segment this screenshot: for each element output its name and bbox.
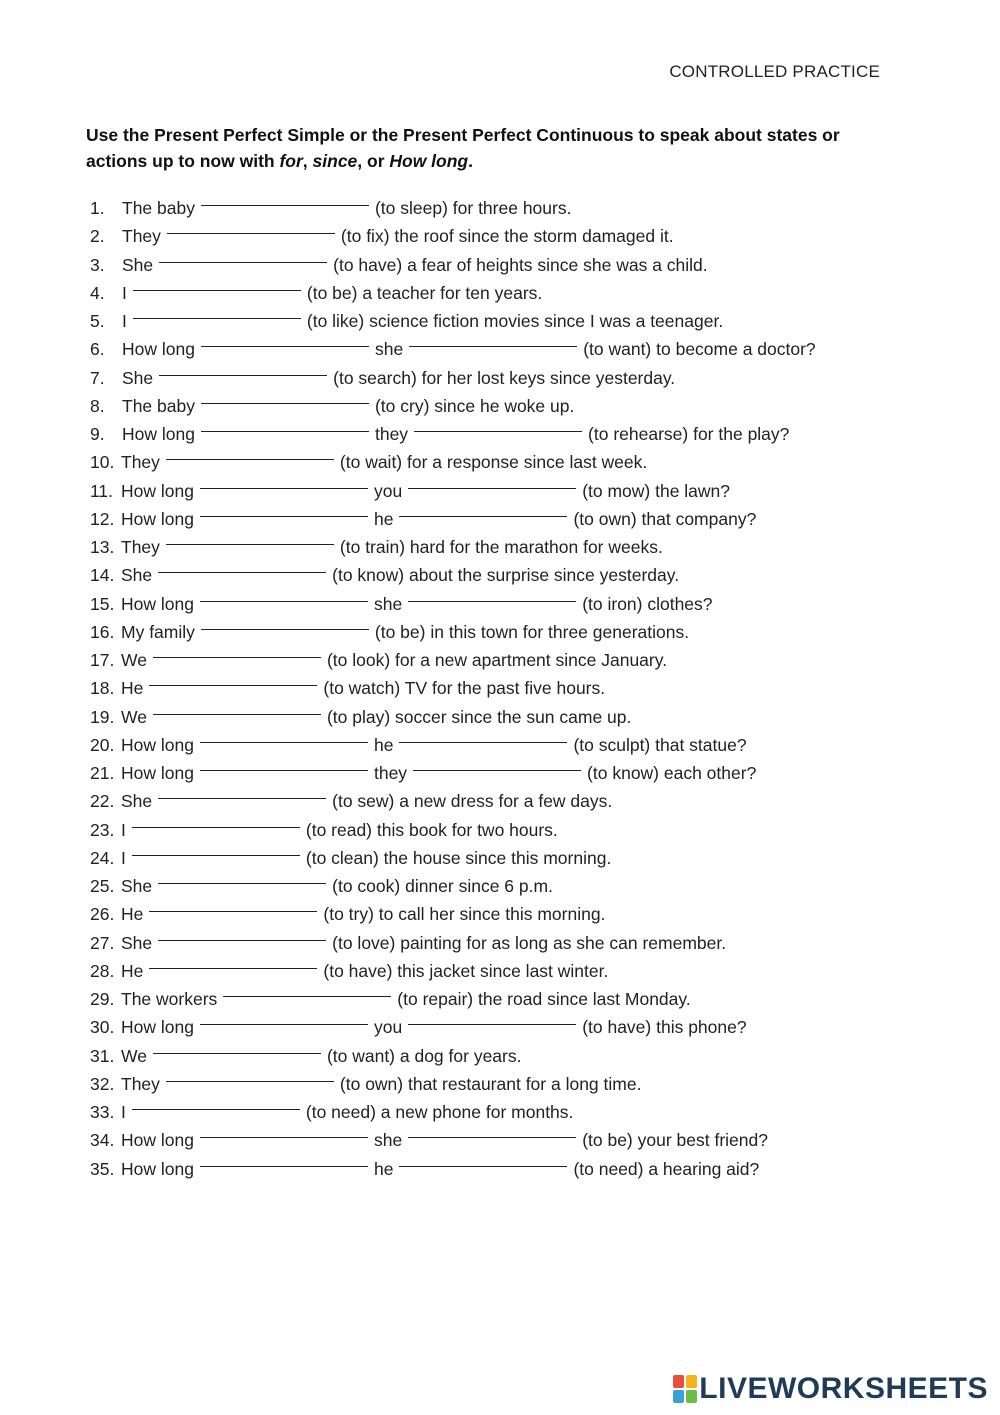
exercise-item bbox=[90, 477, 816, 505]
exercise-item bbox=[90, 194, 816, 222]
item-prompt: (to have) this jacket since last winter. bbox=[323, 960, 609, 981]
item-subject-middle: he bbox=[373, 734, 394, 755]
answer-blank[interactable] bbox=[223, 982, 391, 997]
exercise-item bbox=[90, 872, 816, 900]
exercise-item bbox=[90, 646, 816, 674]
item-number: 27. bbox=[90, 932, 115, 953]
exercise-item bbox=[90, 222, 816, 250]
answer-blank[interactable] bbox=[158, 784, 326, 799]
item-subject: We bbox=[121, 1045, 147, 1066]
answer-blank[interactable] bbox=[200, 756, 368, 771]
exercise-item bbox=[90, 364, 816, 392]
item-subject: She bbox=[122, 254, 154, 275]
item-number: 34. bbox=[90, 1130, 115, 1151]
item-number: 2. bbox=[90, 226, 105, 247]
item-subject: She bbox=[121, 932, 153, 953]
answer-blank[interactable] bbox=[149, 897, 317, 912]
answer-blank[interactable] bbox=[149, 954, 317, 969]
item-prompt: (to know) about the surprise since yesterday. bbox=[332, 565, 680, 586]
item-subject: They bbox=[121, 537, 160, 557]
item-number: 5. bbox=[90, 311, 105, 331]
item-number: 16. bbox=[90, 621, 115, 642]
item-prompt: (to need) a new phone for months. bbox=[305, 1102, 574, 1122]
exercise-item bbox=[90, 307, 816, 335]
item-prompt: (to iron) clothes? bbox=[582, 593, 713, 614]
item-number: 30. bbox=[90, 1017, 115, 1038]
item-prompt: (to sew) a new dress for a few days. bbox=[332, 791, 613, 812]
answer-blank[interactable] bbox=[399, 728, 567, 743]
item-subject: He bbox=[121, 904, 144, 925]
item-prompt: (to try) to call her since this morning. bbox=[323, 904, 606, 925]
item-number: 18. bbox=[90, 678, 115, 699]
item-prompt: (to want) to become a doctor? bbox=[583, 339, 816, 360]
answer-blank[interactable] bbox=[201, 332, 369, 347]
item-number: 20. bbox=[90, 734, 115, 755]
exercise-item bbox=[90, 590, 816, 618]
item-number: 7. bbox=[90, 367, 105, 388]
exercise-item bbox=[90, 816, 816, 844]
item-subject-middle: they bbox=[373, 763, 408, 783]
item-number: 19. bbox=[90, 706, 115, 727]
exercise-item bbox=[90, 1155, 816, 1183]
item-number: 15. bbox=[90, 593, 115, 614]
item-prompt: (to mow) the lawn? bbox=[582, 480, 731, 501]
page-header: CONTROLLED PRACTICE bbox=[669, 62, 880, 81]
answer-blank[interactable] bbox=[200, 1010, 368, 1025]
item-subject: My family bbox=[121, 621, 195, 642]
answer-blank[interactable] bbox=[409, 332, 577, 347]
exercise-item bbox=[90, 787, 816, 815]
item-prompt: (to sleep) for three hours. bbox=[374, 198, 572, 218]
answer-blank[interactable] bbox=[132, 841, 300, 856]
logo-text: LIVEWORKSHEETS bbox=[699, 1372, 988, 1405]
item-subject: How long bbox=[121, 1130, 194, 1151]
answer-blank[interactable] bbox=[159, 248, 327, 263]
item-number: 13. bbox=[90, 537, 115, 557]
exercise-item bbox=[90, 985, 816, 1013]
exercise-item bbox=[90, 448, 816, 476]
item-subject-middle: they bbox=[374, 424, 409, 444]
item-prompt: (to wait) for a response since last week. bbox=[339, 452, 648, 473]
item-subject-middle: he bbox=[373, 1158, 394, 1179]
item-subject: I bbox=[121, 847, 126, 868]
exercise-item bbox=[90, 703, 816, 731]
answer-blank[interactable] bbox=[166, 445, 334, 460]
item-subject: The baby bbox=[122, 198, 195, 218]
exercise-item bbox=[90, 392, 816, 420]
item-number: 24. bbox=[90, 847, 115, 868]
logo-mark-icon bbox=[673, 1375, 697, 1403]
item-subject: We bbox=[121, 706, 147, 727]
answer-blank[interactable] bbox=[408, 1010, 576, 1025]
item-prompt: (to look) for a new apartment since January. bbox=[326, 650, 668, 670]
answer-blank[interactable] bbox=[414, 417, 582, 432]
item-subject-middle: she bbox=[373, 1130, 403, 1151]
item-number: 25. bbox=[90, 876, 115, 896]
item-number: 14. bbox=[90, 565, 115, 586]
answer-blank[interactable] bbox=[158, 869, 326, 884]
item-number: 23. bbox=[90, 819, 115, 840]
item-subject: I bbox=[122, 282, 127, 303]
answer-blank[interactable] bbox=[167, 219, 335, 234]
item-number: 33. bbox=[90, 1102, 115, 1122]
answer-blank[interactable] bbox=[200, 502, 368, 517]
item-subject: I bbox=[121, 819, 126, 840]
item-subject: How long bbox=[121, 1158, 194, 1179]
item-number: 17. bbox=[90, 650, 115, 670]
item-prompt: (to train) hard for the marathon for weeks. bbox=[339, 537, 663, 557]
exercise-item bbox=[90, 759, 816, 787]
item-subject: How long bbox=[121, 734, 194, 755]
item-prompt: (to like) science fiction movies since I was a teenager. bbox=[306, 311, 724, 331]
item-number: 10. bbox=[90, 452, 115, 473]
item-prompt: (to sculpt) that statue? bbox=[573, 734, 747, 755]
exercise-item bbox=[90, 1070, 816, 1098]
answer-blank[interactable] bbox=[133, 304, 301, 319]
exercise-item bbox=[90, 561, 816, 589]
exercise-item bbox=[90, 1042, 816, 1070]
item-subject: How long bbox=[122, 339, 195, 360]
item-number: 6. bbox=[90, 339, 105, 360]
item-subject: The baby bbox=[122, 395, 195, 416]
liveworksheets-logo bbox=[673, 1372, 988, 1406]
exercise-item bbox=[90, 900, 816, 928]
exercise-item bbox=[90, 618, 816, 646]
item-subject: How long bbox=[121, 508, 194, 529]
exercise-item bbox=[90, 844, 816, 872]
item-prompt: (to rehearse) for the play? bbox=[588, 424, 790, 444]
instructions: Use the Present Perfect Simple or the Present Perfect Continuous to speak about states or actions up to now with for, since, or How long. bbox=[86, 125, 840, 171]
exercise-item bbox=[90, 957, 816, 985]
item-subject-middle: you bbox=[373, 480, 403, 501]
answer-blank[interactable] bbox=[133, 276, 301, 291]
item-subject-middle: she bbox=[374, 339, 404, 360]
item-number: 35. bbox=[90, 1158, 115, 1179]
answer-blank[interactable] bbox=[201, 389, 369, 404]
item-number: 9. bbox=[90, 424, 105, 444]
item-subject: I bbox=[122, 311, 127, 331]
item-number: 12. bbox=[90, 508, 115, 529]
item-number: 3. bbox=[90, 254, 105, 275]
item-prompt: (to search) for her lost keys since yesterday. bbox=[333, 367, 676, 388]
item-prompt: (to need) a hearing aid? bbox=[573, 1158, 760, 1179]
exercise-item bbox=[90, 929, 816, 957]
item-subject-middle: she bbox=[373, 593, 403, 614]
answer-blank[interactable] bbox=[153, 643, 321, 658]
item-number: 1. bbox=[90, 198, 105, 218]
answer-blank[interactable] bbox=[149, 671, 317, 686]
exercise-list bbox=[90, 194, 816, 1183]
item-prompt: (to watch) TV for the past five hours. bbox=[323, 678, 606, 699]
exercise-item bbox=[90, 1098, 816, 1126]
answer-blank[interactable] bbox=[399, 1152, 567, 1167]
exercise-item bbox=[90, 279, 816, 307]
item-prompt: (to cry) since he woke up. bbox=[374, 395, 575, 416]
item-number: 21. bbox=[90, 763, 115, 783]
item-prompt: (to own) that restaurant for a long time. bbox=[339, 1073, 642, 1094]
item-subject: They bbox=[121, 452, 160, 473]
item-subject: She bbox=[121, 791, 153, 812]
item-number: 11. bbox=[90, 480, 114, 501]
answer-blank[interactable] bbox=[158, 926, 326, 941]
item-prompt: (to read) this book for two hours. bbox=[305, 819, 558, 840]
item-subject-middle: you bbox=[373, 1017, 403, 1038]
answer-blank[interactable] bbox=[201, 417, 369, 432]
answer-blank[interactable] bbox=[159, 361, 327, 376]
answer-blank[interactable] bbox=[166, 1067, 334, 1082]
answer-blank[interactable] bbox=[200, 728, 368, 743]
item-subject: She bbox=[122, 367, 154, 388]
exercise-item bbox=[90, 1126, 816, 1154]
exercise-item bbox=[90, 251, 816, 279]
answer-blank[interactable] bbox=[408, 1123, 576, 1138]
answer-blank[interactable] bbox=[166, 530, 334, 545]
item-prompt: (to know) each other? bbox=[587, 763, 757, 783]
answer-blank[interactable] bbox=[408, 474, 576, 489]
item-subject: How long bbox=[121, 763, 194, 783]
answer-blank[interactable] bbox=[201, 191, 369, 206]
item-number: 28. bbox=[90, 960, 115, 981]
answer-blank[interactable] bbox=[200, 474, 368, 489]
exercise-item bbox=[90, 674, 816, 702]
item-number: 32. bbox=[90, 1073, 115, 1094]
answer-blank[interactable] bbox=[399, 502, 567, 517]
exercise-item bbox=[90, 335, 816, 363]
item-number: 8. bbox=[90, 395, 105, 416]
exercise-item bbox=[90, 731, 816, 759]
item-prompt: (to repair) the road since last Monday. bbox=[397, 989, 691, 1009]
answer-blank[interactable] bbox=[153, 1039, 321, 1054]
answer-blank[interactable] bbox=[158, 558, 326, 573]
item-number: 4. bbox=[90, 282, 105, 303]
item-subject: How long bbox=[122, 424, 195, 444]
item-number: 22. bbox=[90, 791, 115, 812]
exercise-item bbox=[90, 420, 816, 448]
item-prompt: (to cook) dinner since 6 p.m. bbox=[332, 876, 553, 896]
answer-blank[interactable] bbox=[408, 587, 576, 602]
item-subject: How long bbox=[121, 1017, 194, 1038]
exercise-item bbox=[90, 533, 816, 561]
answer-blank[interactable] bbox=[132, 813, 300, 828]
item-subject: She bbox=[121, 565, 153, 586]
item-subject: We bbox=[121, 650, 147, 670]
answer-blank[interactable] bbox=[153, 700, 321, 715]
item-prompt: (to want) a dog for years. bbox=[326, 1045, 522, 1066]
item-subject: How long bbox=[121, 593, 194, 614]
item-subject: How long bbox=[121, 480, 194, 501]
item-subject: They bbox=[122, 226, 161, 247]
answer-blank[interactable] bbox=[201, 615, 369, 630]
exercise-item bbox=[90, 1013, 816, 1041]
item-subject: She bbox=[121, 876, 153, 896]
item-prompt: (to be) in this town for three generations. bbox=[374, 621, 690, 642]
item-number: 31. bbox=[90, 1045, 115, 1066]
item-subject: The workers bbox=[121, 989, 218, 1009]
item-number: 26. bbox=[90, 904, 115, 925]
answer-blank[interactable] bbox=[413, 756, 581, 771]
exercise-item bbox=[90, 505, 816, 533]
item-subject: They bbox=[121, 1073, 160, 1094]
answer-blank[interactable] bbox=[132, 1095, 300, 1110]
item-subject: He bbox=[121, 960, 144, 981]
answer-blank[interactable] bbox=[200, 1123, 368, 1138]
item-number: 29. bbox=[90, 989, 115, 1009]
answer-blank[interactable] bbox=[200, 1152, 368, 1167]
item-prompt: (to love) painting for as long as she can remember. bbox=[332, 932, 727, 953]
item-prompt: (to own) that company? bbox=[573, 508, 757, 529]
answer-blank[interactable] bbox=[200, 587, 368, 602]
item-prompt: (to be) a teacher for ten years. bbox=[306, 282, 543, 303]
item-prompt: (to have) this phone? bbox=[582, 1017, 747, 1038]
item-subject-middle: he bbox=[373, 508, 394, 529]
item-prompt: (to clean) the house since this morning. bbox=[305, 847, 612, 868]
item-prompt: (to have) a fear of heights since she was a child. bbox=[333, 254, 708, 275]
item-prompt: (to play) soccer since the sun came up. bbox=[326, 706, 632, 727]
item-subject: I bbox=[121, 1102, 126, 1122]
item-subject: He bbox=[121, 678, 144, 699]
item-prompt: (to fix) the roof since the storm damaged it. bbox=[340, 226, 674, 247]
item-prompt: (to be) your best friend? bbox=[582, 1130, 768, 1151]
